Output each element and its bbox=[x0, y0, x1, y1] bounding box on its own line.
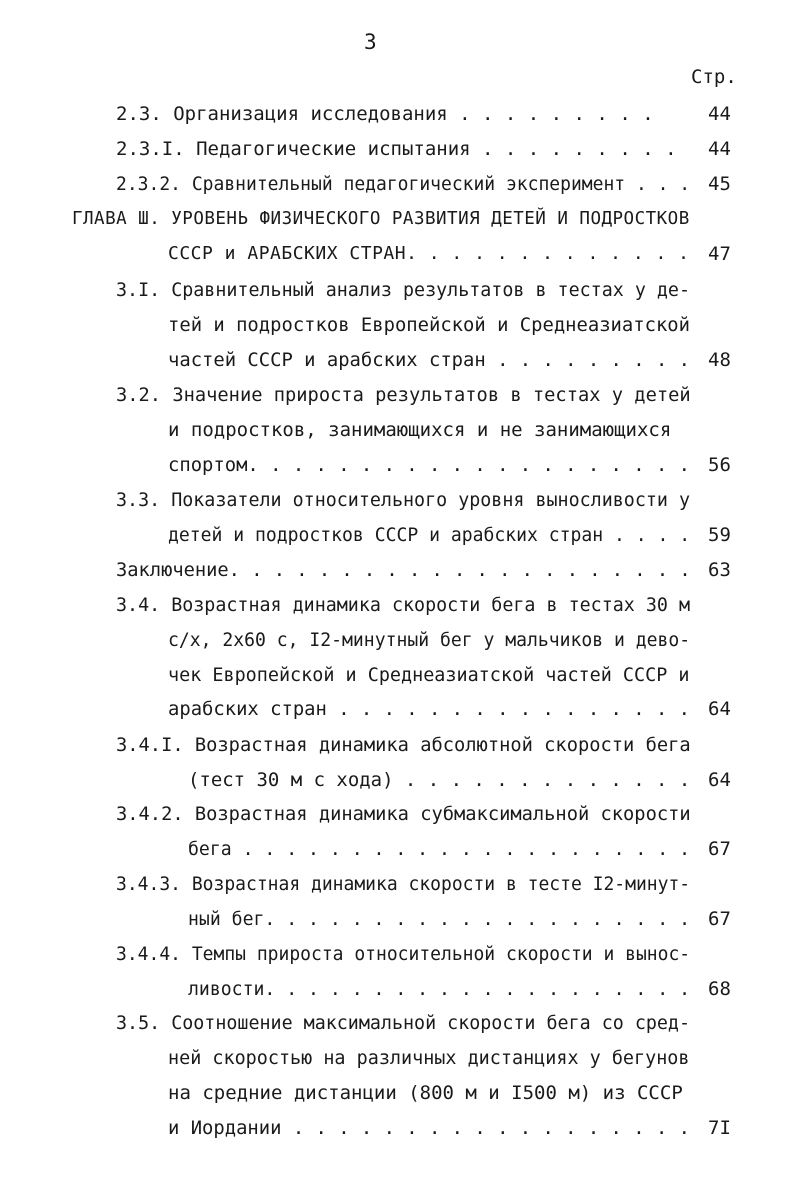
toc-page: 47 bbox=[708, 243, 731, 265]
toc-page: 64 bbox=[708, 769, 731, 791]
toc-page: 67 bbox=[708, 838, 731, 860]
toc-line: 2.3.I. Педагогические испытания . . . . . . . . . bbox=[116, 138, 677, 160]
toc-line: 3.4.I. Возрастная динамика абсолютной скорости бега bbox=[116, 734, 691, 756]
toc-line: 3.4.3. Возрастная динамика скорости в тесте I2-минут- bbox=[116, 873, 691, 895]
toc-line: 3.4. Возрастная динамика скорости бега в тестах 30 м bbox=[116, 594, 691, 616]
toc-line: 2.3. Организация исследования . . . . . . . . . bbox=[116, 103, 654, 125]
toc-page: 44 bbox=[708, 138, 731, 160]
toc-line: 3.5. Соотношение максимальной скорости бега со сред- bbox=[116, 1012, 691, 1034]
page-column-header: Стр. bbox=[691, 66, 737, 88]
toc-page: 56 bbox=[708, 454, 731, 476]
toc-line: 3.4.4. Темпы прироста относительной скорости и вынос- bbox=[116, 943, 691, 965]
toc-line: частей СССР и арабских стран . . . . . . . . . bbox=[168, 349, 690, 371]
toc-line: детей и подростков СССР и арабских стран . . . . bbox=[168, 524, 691, 546]
toc-line: арабских стран . . . . . . . . . . . . . . . . bbox=[168, 698, 690, 720]
toc-line: ней скоростью на различных дистанциях у бегунов bbox=[168, 1047, 690, 1069]
toc-line: тей и подростков Европейской и Среднеазиатской bbox=[168, 314, 690, 336]
toc-line: спортом. . . . . . . . . . . . . . . . . . . . bbox=[168, 454, 690, 476]
toc-page: 48 bbox=[708, 349, 731, 371]
toc-line: 2.3.2. Сравнительный педагогический эксперимент . . . bbox=[116, 173, 691, 195]
toc-line: 3.I. Сравнительный анализ результатов в тестах у де- bbox=[116, 279, 691, 301]
toc-line: чек Европейской и Среднеазиатской частей СССР и bbox=[168, 664, 690, 686]
toc-line: с/х, 2х60 с, I2-минутный бег у мальчиков и дево- bbox=[168, 629, 691, 651]
toc-page: 45 bbox=[708, 173, 731, 195]
toc-line: ный бег. . . . . . . . . . . . . . . . . . . . bbox=[188, 908, 690, 930]
toc-line: и Иордании . . . . . . . . . . . . . . . . . . bbox=[168, 1117, 690, 1139]
toc-line: ГЛАВА Ш. УРОВЕНЬ ФИЗИЧЕСКОГО РАЗВИТИЯ ДЕТЕЙ И ПОДРОСТКОВ bbox=[72, 208, 690, 229]
toc-line: СССР и АРАБСКИХ СТРАН. . . . . . . . . . . . . bbox=[168, 243, 690, 264]
page-number: 3 bbox=[364, 30, 377, 54]
toc-page: 64 bbox=[708, 698, 731, 720]
toc-page: 67 bbox=[708, 908, 731, 930]
toc-page: 59 bbox=[708, 524, 731, 546]
toc-line: ливости. . . . . . . . . . . . . . . . . . . . bbox=[188, 978, 690, 1000]
toc-line: 3.3. Показатели относительного уровня выносливости у bbox=[116, 489, 691, 511]
toc-page: 7I bbox=[708, 1117, 731, 1139]
toc-line: 3.4.2. Возрастная динамика субмаксимальной скорости bbox=[116, 803, 691, 825]
toc-line: 3.2. Значение прироста результатов в тестах у детей bbox=[116, 384, 691, 406]
toc-line: (тест 30 м с хода) . . . . . . . . . . . . . bbox=[188, 769, 691, 791]
toc-line: Заключение. . . . . . . . . . . . . . . . . . . . . bbox=[116, 559, 691, 581]
toc-page: 44 bbox=[708, 103, 731, 125]
toc-page: 68 bbox=[708, 978, 731, 1000]
toc-line: бега . . . . . . . . . . . . . . . . . . . . . bbox=[188, 838, 690, 860]
toc-line: на средние дистанции (800 м и I500 м) из СССР bbox=[168, 1082, 683, 1104]
toc-page: 63 bbox=[708, 559, 731, 581]
toc-line: и подростков, занимающихся и не занимающихся bbox=[168, 419, 672, 441]
